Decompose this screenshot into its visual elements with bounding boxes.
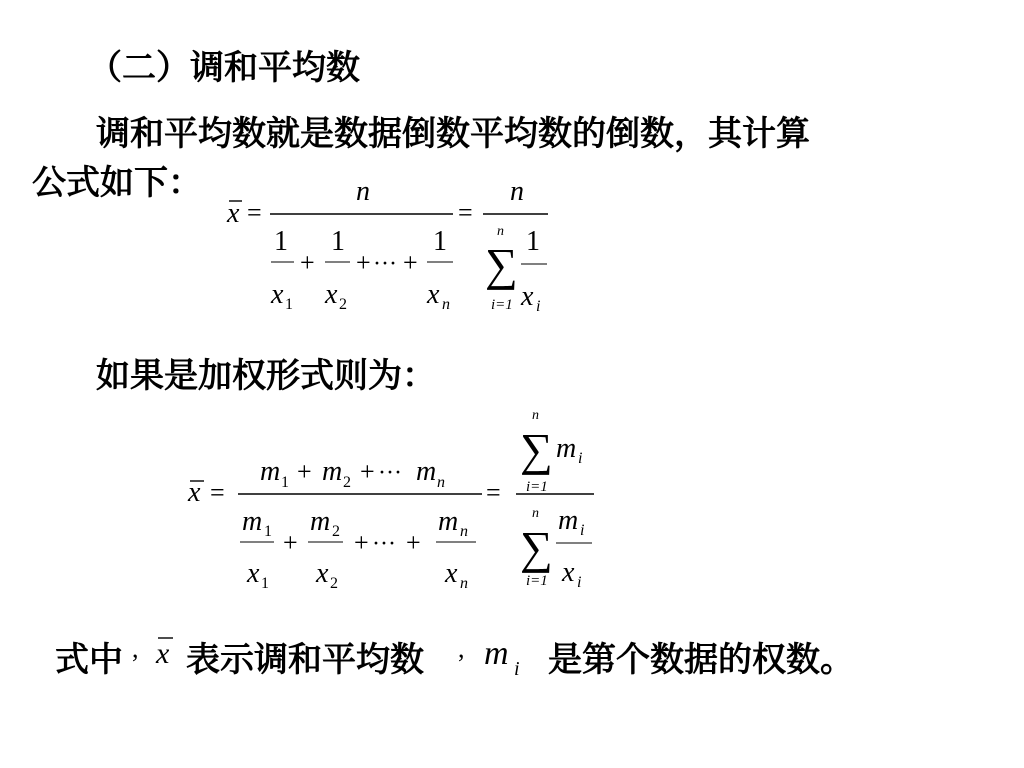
den-x1-sub: 1 [261,575,269,592]
rhs-xi: x [521,281,534,312]
den-plus-2: + [354,528,369,557]
weighted-harmonic-mean-formula [180,405,600,595]
plus-3: + [403,248,418,277]
top-sum-lower-i1: i=1 [526,479,548,495]
footer-var-x: x [156,637,170,670]
den-plus-1: + [283,528,298,557]
footer-text-part2: 表示调和平均数 [186,640,424,680]
one-1: 1 [274,226,288,257]
plus-1: + [300,248,315,277]
num-plus-1: + [297,457,312,486]
xn: x [427,279,440,310]
den-mn: m [438,506,459,537]
sum-lower-i1: i=1 [491,297,513,313]
bot-xi: x [562,557,575,588]
den-x1: x [247,558,260,589]
sum-upper-n: n [497,224,504,239]
den-m2-sub: 2 [332,523,340,540]
top-sigma: ∑ [520,424,553,475]
bot-sum-lower-i1: i=1 [526,573,548,589]
num-m2: m [322,456,343,487]
x1: x [271,279,284,310]
den-x2: x [316,558,329,589]
num-mn: m [416,456,437,487]
footer-text-part1: 式中 [55,640,123,680]
one-n: 1 [433,226,447,257]
footer-var-m-sub: i [514,658,520,680]
top-mi: m [556,433,577,464]
num-m1: m [260,456,281,487]
x2-sub: 2 [339,296,347,313]
bot-mi: m [558,505,579,536]
top-sum-upper-n: n [532,408,539,423]
footer-separator-1: , [132,634,139,663]
x1-sub: 1 [285,296,293,313]
equals-sign-4: = [486,478,501,507]
x2: x [325,279,338,310]
rhs-one: 1 [526,226,540,257]
num-mn-sub: n [437,474,445,491]
den-plus-3: + [406,528,421,557]
footer-text-part3: 是第个数据的权数。 [548,640,854,680]
intro-text-line1: 调和平均数就是数据倒数平均数的倒数，其计算 [96,114,810,154]
den-ellipsis: ··· [372,531,396,557]
num-m1-sub: 1 [281,474,289,491]
den-m1-sub: 1 [264,523,272,540]
top-mi-sub: i [578,450,583,467]
num-m2-sub: 2 [343,474,351,491]
equals-sign-2: = [458,198,473,227]
den-xn: x [445,558,458,589]
section-heading: （二）调和平均数 [88,48,360,88]
one-2: 1 [331,226,345,257]
intro-text-line2: 公式如下： [32,163,202,203]
footer-separator-2: , [458,634,465,663]
harmonic-mean-formula [215,175,565,320]
den-x2-sub: 2 [330,575,338,592]
xn-sub: n [442,296,450,313]
bot-mi-sub: i [580,522,585,539]
numerator-n: n [356,176,370,207]
num-ellipsis: ··· [378,460,402,486]
rhs-xi-sub: i [536,298,541,315]
den-m2: m [310,506,331,537]
bot-sigma: ∑ [520,522,553,573]
bot-sum-upper-n: n [532,506,539,521]
den-m1: m [242,506,263,537]
plus-2: + [356,248,371,277]
footer-mi [480,626,546,682]
equals-sign-3: = [210,478,225,507]
lhs-x-2: x [188,477,201,508]
rhs-numerator-n: n [510,176,524,207]
equals-sign: = [247,198,262,227]
weighted-form-text: 如果是加权形式则为： [96,356,436,396]
ellipsis: ··· [373,251,397,277]
den-xn-sub: n [460,575,468,592]
footer-var-m: m [484,635,509,672]
bot-xi-sub: i [577,574,582,591]
num-plus-2: + [360,457,375,486]
sigma-symbol: ∑ [485,239,518,290]
footer-xbar [152,626,184,674]
lhs-x: x [227,198,240,229]
den-mn-sub: n [460,523,468,540]
